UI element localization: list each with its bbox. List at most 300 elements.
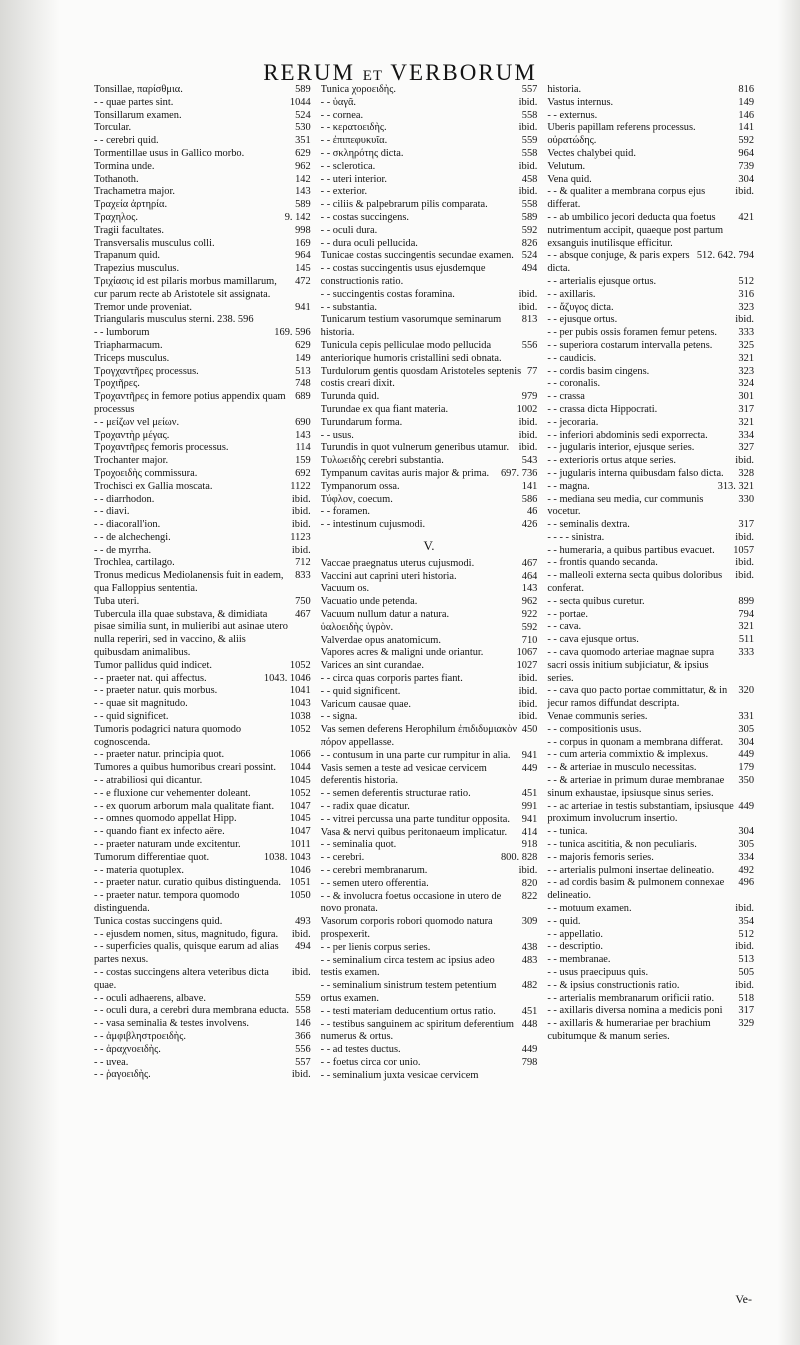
index-entry-term: - - oculi dura. xyxy=(320,224,378,236)
index-entry xyxy=(94,1057,311,1070)
index-entry xyxy=(94,174,311,187)
index-entry-term: - - magna. xyxy=(547,480,590,492)
index-entry-page: 556 xyxy=(521,339,538,351)
index-entry xyxy=(547,993,754,1006)
index-entry-page: 557 xyxy=(295,1056,311,1068)
index-entry-page: 589 xyxy=(295,84,311,95)
index-entry-page: 941 xyxy=(521,749,538,761)
index-entry-page: 414 xyxy=(521,826,538,838)
index-entry-term: - - appellatio. xyxy=(547,928,604,940)
index-entry xyxy=(547,826,754,839)
index-entry xyxy=(321,506,538,519)
index-entry-term: Turunda quid. xyxy=(320,391,380,403)
index-entry xyxy=(547,455,754,468)
index-entry-page: 1052 xyxy=(289,787,311,799)
index-entry xyxy=(94,481,311,494)
index-entry-page: 146 xyxy=(738,109,755,121)
index-entry xyxy=(547,749,754,762)
index-entry-page: 524 xyxy=(295,109,311,121)
index-entry xyxy=(94,813,311,826)
index-entry xyxy=(321,161,538,174)
index-entry-page: ibid. xyxy=(291,519,311,531)
index-entry xyxy=(94,596,311,609)
index-entry-term: Trapanum quid. xyxy=(94,250,161,262)
index-entry-term: Trachametra major. xyxy=(94,186,175,198)
index-entry xyxy=(321,135,538,148)
index-entry-term: ὑαλοειδὴς ὑγρὸν. xyxy=(320,621,394,633)
index-entry xyxy=(94,468,311,481)
index-entry-term: - - quid. xyxy=(547,915,581,927)
index-entry xyxy=(94,698,311,711)
index-entry-term: Tubercula illa quae substava, & dimidiata pisae similia sunt, in mulieribi aut asinae utero nulla reperiri, sed in vaccino, & aliis quibusdam animalibus. xyxy=(94,608,288,659)
index-entry-term: - - seminalis dextra. xyxy=(547,519,630,531)
index-entry xyxy=(321,839,538,852)
index-entry-page: 313. 321 xyxy=(717,480,755,492)
index-entry-page: 505 xyxy=(738,966,755,978)
index-entry-term: Tumoris podagrici natura quomodo cognoscenda. xyxy=(94,723,242,748)
index-entry-page: 142 xyxy=(295,173,311,185)
index-entry xyxy=(94,378,311,391)
index-entry xyxy=(94,762,311,775)
index-entry-term: Tothanoth. xyxy=(94,173,139,185)
index-entry-term: - - succingentis costas foramina. xyxy=(320,288,455,300)
index-entry xyxy=(547,852,754,865)
index-entry-term: Vapores acres & maligni unde oriantur. xyxy=(320,647,484,659)
index-entry-page: 449 xyxy=(738,800,755,812)
index-entry xyxy=(321,340,538,366)
index-entry-term: - - quae partes sint. xyxy=(94,96,174,108)
index-entry xyxy=(547,404,754,417)
index-entry-term: Tunicula cepis pelliculae modo pellucida anteriorique humoris cristallini sedi obnata. xyxy=(320,339,502,364)
index-entry-page: 1067 xyxy=(516,647,538,659)
index-entry xyxy=(94,685,311,698)
index-entry xyxy=(321,110,538,123)
index-entry xyxy=(321,583,538,596)
index-entry xyxy=(94,430,311,443)
index-entry-page: 169. 596 xyxy=(274,327,311,339)
index-entry xyxy=(547,97,754,110)
index-entry-page: 493 xyxy=(295,915,311,927)
index-entry-page: 324 xyxy=(738,378,755,390)
index-entry-term: - - ἐπιπεφυκυῖα. xyxy=(320,135,388,147)
index-entry xyxy=(94,161,311,174)
index-entry-term: - - cava ejusque ortus. xyxy=(547,634,639,646)
index-entry-page: 323 xyxy=(738,365,755,377)
index-entry xyxy=(94,839,311,852)
index-entry xyxy=(94,826,311,839)
index-entry-page: 941 xyxy=(521,813,538,825)
index-entry-term: - - frontis quando secanda. xyxy=(547,557,658,569)
index-entry-page: ibid. xyxy=(518,698,538,710)
index-entry-term: - - seminalium circa testem ac ipsius adeo testis examen. xyxy=(320,954,495,979)
index-entry-term: - - praeter natur. quis morbus. xyxy=(94,685,218,697)
index-entry-page: 559 xyxy=(521,135,538,147)
index-entry-page: 467 xyxy=(521,557,538,569)
index-entry-page: 941 xyxy=(295,301,311,313)
index-entry xyxy=(547,481,754,494)
index-entry-page: 558 xyxy=(295,1005,311,1017)
index-entry xyxy=(94,1031,311,1044)
index-entry-term: - - corpus in quonam a membrana differat. xyxy=(547,736,724,748)
index-entry-term: - - oculi adhaerens, albave. xyxy=(94,992,206,1004)
index-entry-page: 146 xyxy=(295,1018,311,1030)
index-entry-term: - - superficies qualis, quisque earum ad alias partes nexus. xyxy=(94,941,279,966)
index-entry xyxy=(547,621,754,634)
index-entry-page: 1044 xyxy=(289,762,311,774)
index-entry-page: 159 xyxy=(295,455,311,467)
index-entry-page: 464 xyxy=(521,570,538,582)
index-entry xyxy=(547,417,754,430)
index-entry xyxy=(94,1044,311,1057)
index-entry-term: - - cava quo pacto portae committatur, & in jecur ramos diffundat descripta. xyxy=(547,685,728,710)
index-entry-page: 333 xyxy=(738,647,755,659)
index-entry xyxy=(321,622,538,635)
index-entry-page: 141 xyxy=(521,480,538,492)
index-entry-term: - - compositionis usus. xyxy=(547,723,642,735)
index-entry-term: Τραχεία ἀρτηρία. xyxy=(94,199,168,211)
index-entry-term: - - ab umbilico jecori deducta qua foetus nutrimentum accipit, quaeque post partum exsanguis inutilisque efficitur. xyxy=(547,211,724,249)
index-entry-page: 592 xyxy=(521,621,538,633)
index-entry xyxy=(321,814,538,827)
index-entry xyxy=(547,186,754,212)
index-entry-page: 962 xyxy=(295,160,311,172)
index-entry-term: Vasorum corporis robori quomodo natura prospexerit. xyxy=(320,916,493,940)
index-entry xyxy=(321,724,538,750)
index-entry-page: 330 xyxy=(738,493,755,505)
index-entry-page: ibid. xyxy=(735,314,755,326)
index-entry xyxy=(547,570,754,596)
index-entry xyxy=(94,557,311,570)
index-entry-page: 350 xyxy=(738,775,755,787)
index-entry xyxy=(321,891,538,917)
index-entry-term: - - cerebri. xyxy=(320,852,365,864)
index-entry-page: ibid. xyxy=(518,416,538,428)
index-entry-page: 1066 xyxy=(289,749,311,761)
index-entry-term: - - ἀμφιβληστροειδὴς. xyxy=(94,1030,186,1042)
index-entry xyxy=(94,442,311,455)
index-entry-page: ibid. xyxy=(735,186,755,198)
index-entry xyxy=(547,314,754,327)
index-entry-term: Tormina unde. xyxy=(94,160,155,172)
index-entry-term: Turundae ex qua fiant materia. xyxy=(320,403,449,415)
index-entry-term: Trochisci ex Gallia moscata. xyxy=(94,480,213,492)
index-entry-term: - - seminalium sinistrum testem petentium ortus examen. xyxy=(320,980,497,1004)
index-entry-term: - - axillaris diversa nomina a medicis poni xyxy=(547,1005,723,1017)
index-entry-page: 558 xyxy=(521,199,538,211)
index-entry-term: - - arterialis pulmoni insertae delineatio. xyxy=(547,864,715,876)
index-entry-term: Venae communis series. xyxy=(547,711,648,723)
index-entry-page: 143 xyxy=(295,429,311,441)
index-entry-term: - - humeraria, a quibus partibus evacuet. xyxy=(547,544,715,556)
index-entry-term: Trapezius musculus. xyxy=(94,263,180,275)
index-entry-page: 316 xyxy=(738,288,755,300)
index-entry-term: Tumorum differentiae quot. xyxy=(94,851,210,863)
index-entry-term: Tragii facultates. xyxy=(94,224,165,236)
page-gutter-shadow xyxy=(0,0,60,1345)
index-entry-page: 1051 xyxy=(289,877,311,889)
index-entry-term: - - uteri interior. xyxy=(320,173,388,185)
index-entry xyxy=(547,877,754,903)
index-entry xyxy=(94,852,311,865)
index-entry-term: - - praeter nat. qui affectus. xyxy=(94,672,207,684)
index-entry-page: ibid. xyxy=(518,301,538,313)
index-entry xyxy=(321,148,538,161)
index-entry xyxy=(321,468,538,481)
index-entry-page: 317 xyxy=(738,403,755,415)
index-entry-term: Transversalis musculus colli. xyxy=(94,237,215,249)
index-entry-page: 114 xyxy=(295,442,311,454)
index-entry xyxy=(547,980,754,993)
index-entry xyxy=(321,865,538,878)
index-entry-term: - - seminalium juxta vesicae cervicem xyxy=(320,1069,479,1081)
index-entry-term: - - axillaris. xyxy=(547,288,596,300)
index-entry-page: ibid. xyxy=(518,865,538,877)
index-entry-term: - - externus. xyxy=(547,109,598,121)
index-entry-term: - - secta quibus curetur. xyxy=(547,595,645,607)
index-entry-page: 1038. 1043 xyxy=(263,851,311,863)
index-entry xyxy=(321,711,538,724)
index-entry-term: - - cava. xyxy=(547,621,582,633)
index-entry-page: 826 xyxy=(521,237,538,249)
index-entry-page: 543 xyxy=(521,455,538,467)
index-entry-term: - - & qualiter a membrana corpus ejus differat. xyxy=(547,186,706,211)
index-entry xyxy=(94,865,311,878)
index-entry-term: - - & ipsius constructionis ratio. xyxy=(547,979,680,991)
index-entry-term: - - usus praecipuus quis. xyxy=(547,966,649,978)
index-entry-page: 449 xyxy=(521,1044,538,1056)
index-entry-page: 323 xyxy=(738,301,755,313)
index-entry-term: - - radix quae dicatur. xyxy=(320,801,410,813)
index-entry xyxy=(547,775,754,801)
index-entry-page: 1052 xyxy=(289,723,311,735)
index-entry-page: 530 xyxy=(295,122,311,134)
index-entry-page: 334 xyxy=(738,429,755,441)
index-entry-page: 449 xyxy=(738,749,755,761)
index-column-1 xyxy=(94,84,311,1314)
index-entry xyxy=(547,353,754,366)
index-entry-term: - - testi materiam deducentium ortus ratio. xyxy=(320,1005,496,1017)
index-entry-term: Triceps musculus. xyxy=(94,352,170,364)
index-entry xyxy=(94,890,311,916)
index-entry-term: - - ex quorum arborum mala qualitate fiant. xyxy=(94,800,275,812)
index-entry-term: Trochanter major. xyxy=(94,455,169,467)
index-entry xyxy=(94,609,311,660)
catchword: Ve- xyxy=(735,1292,752,1306)
index-entry-term: - - & arteriae in primum durae membranae sinum exhaustae, ipsiusque sinus series. xyxy=(547,775,725,799)
index-entry xyxy=(321,1006,538,1019)
index-entry-term: - - circa quas corporis partes fiant. xyxy=(320,673,463,685)
index-entry-page: 366 xyxy=(295,1030,311,1042)
index-entry-page: 559 xyxy=(295,992,311,1004)
index-entry-term: Τροχαντῆρες femoris processus. xyxy=(94,442,229,454)
index-entry xyxy=(94,186,311,199)
index-entry-term: Triapharmacum. xyxy=(94,339,163,351)
index-entry-page: 317 xyxy=(738,519,755,531)
index-entry-term: - - intestinum cujusmodi. xyxy=(320,519,426,531)
index-entry-page: 1046 xyxy=(289,864,311,876)
page-edge-shadow xyxy=(778,0,800,1345)
index-entry xyxy=(321,212,538,225)
index-entry xyxy=(321,238,538,251)
index-entry-page: 143 xyxy=(521,583,538,595)
index-entry-term: Tumor pallidus quid indicet. xyxy=(94,659,212,671)
index-entry xyxy=(321,686,538,699)
index-entry xyxy=(321,442,538,455)
index-entry-term: Tympanorum ossa. xyxy=(320,480,400,492)
index-entry-page: 1123 xyxy=(290,531,311,543)
index-entry xyxy=(321,801,538,814)
index-entry-page: 820 xyxy=(521,877,538,889)
index-entry-term: - - exterior. xyxy=(320,186,368,198)
index-entry xyxy=(547,276,754,289)
index-entry xyxy=(321,558,538,571)
index-entry-term: - - atrabiliosi qui dicantur. xyxy=(94,775,203,787)
index-entry xyxy=(547,110,754,123)
index-entry-term: Torcular. xyxy=(94,122,132,134)
index-entry xyxy=(547,596,754,609)
index-entry-page: 496 xyxy=(738,877,755,889)
index-entry xyxy=(547,801,754,827)
index-entry-page: 524 xyxy=(521,250,538,262)
index-entry xyxy=(321,980,538,1006)
index-entry-page: 351 xyxy=(295,135,311,147)
index-entry-term: - - axillaris & humerariae per brachium cubitumque & manum series. xyxy=(547,1018,711,1042)
index-entry xyxy=(321,1019,538,1045)
index-entry-term: - - omnes quomodo appellat Hipp. xyxy=(94,813,237,825)
index-entry-term: Tympanum cavitas auris major & prima. xyxy=(320,467,490,479)
index-entry xyxy=(321,827,538,840)
index-entry-page: 329 xyxy=(738,1018,755,1030)
index-entry-page: 739 xyxy=(738,160,755,172)
index-entry xyxy=(94,570,311,596)
index-entry-page: 304 xyxy=(738,826,755,838)
index-entry xyxy=(94,494,311,507)
index-entry xyxy=(94,110,311,123)
index-entry xyxy=(547,916,754,929)
index-entry-term: Velutum. xyxy=(547,160,586,172)
index-entry-term: - - ἀραχνοειδὴς. xyxy=(94,1043,161,1055)
index-entry-term: - - quid significent. xyxy=(320,685,401,697)
index-entry xyxy=(94,916,311,929)
index-entry-term: Vastus internus. xyxy=(547,96,614,108)
index-entry xyxy=(547,84,754,97)
index-entry-page: ibid. xyxy=(518,96,538,108)
index-entry xyxy=(547,647,754,685)
index-entry-page: ibid. xyxy=(518,685,538,697)
index-entry-page: 145 xyxy=(295,263,311,275)
index-entry-page: 556 xyxy=(295,1043,311,1055)
index-entry-term: - - κερατοειδὴς. xyxy=(320,122,387,134)
index-entry xyxy=(94,519,311,532)
index-entry-term: - - ad cordis basim & pulmonem connexae delineatio. xyxy=(547,877,725,902)
index-entry-page: ibid. xyxy=(291,544,311,556)
index-entry xyxy=(547,430,754,443)
index-entry-page: 586 xyxy=(521,493,538,505)
index-entry xyxy=(94,250,311,263)
index-entry xyxy=(547,545,754,558)
index-entry-page: 1043. 1046 xyxy=(263,672,311,684)
index-entry-term: - - oculi dura, a cerebri dura membrana educta. xyxy=(94,1005,290,1017)
index-entry xyxy=(94,967,311,993)
index-entry-term: historia. xyxy=(547,84,582,95)
index-entry-page: 449 xyxy=(521,762,538,774)
index-entry-page: 467 xyxy=(295,608,311,620)
index-entry-page: 450 xyxy=(521,724,538,736)
index-entry-page: 692 xyxy=(295,467,311,479)
index-entry-page: 813 xyxy=(521,314,538,326)
index-entry xyxy=(94,314,311,327)
index-entry-page: 334 xyxy=(738,851,755,863)
index-entry xyxy=(547,212,754,250)
index-entry xyxy=(321,186,538,199)
index-entry xyxy=(547,366,754,379)
index-entry xyxy=(321,417,538,430)
index-entry xyxy=(94,545,311,558)
index-entry xyxy=(94,801,311,814)
index-entry-term: - - caudicis. xyxy=(547,352,597,364)
index-entry-term: - - quae sit magnitudo. xyxy=(94,698,188,710)
index-entry-term: - - dura oculi pellucida. xyxy=(320,237,418,249)
index-entry-term: - - cerebri membranarum. xyxy=(320,865,428,877)
index-entry xyxy=(321,609,538,622)
index-entry xyxy=(321,750,538,763)
index-entry-page: 328 xyxy=(738,467,755,479)
index-entry xyxy=(547,941,754,954)
index-entry xyxy=(321,84,538,97)
index-entry-page: 309 xyxy=(521,916,538,928)
index-entry xyxy=(321,916,538,942)
index-entry-term: Uberis papillam referens processus. xyxy=(547,122,696,134)
index-entry-term: Vasa & nervi quibus peritonaeum implicatur. xyxy=(320,826,508,838)
index-entry-page: 149 xyxy=(738,96,755,108)
index-entry-term: - - cum arteria commixtio & implexus. xyxy=(547,749,709,761)
index-entry-term: Tumores a quibus humoribus creari possint. xyxy=(94,762,277,774)
index-entry-term: Τρογχαντῆρες processus. xyxy=(94,365,199,377)
index-entry-term: Triangularis musculus sterni. 238. 596 xyxy=(94,314,254,326)
index-entry-page: 592 xyxy=(521,224,538,236)
index-entry-page: 325 xyxy=(738,339,755,351)
index-entry-term: Vena quid. xyxy=(547,173,592,185)
index-entry-term: - - crassa dicta Hippocrati. xyxy=(547,403,658,415)
index-entry-page: 143 xyxy=(295,186,311,198)
index-entry-term: - - tunica ascititia, & non peculiaris. xyxy=(547,839,697,851)
index-entry xyxy=(547,148,754,161)
index-entry xyxy=(321,366,538,392)
index-entry-term: - - praeter natur. tempora quomodo distinguenda. xyxy=(94,890,240,914)
index-entry-term: - - descriptio. xyxy=(547,941,604,953)
index-entry-term: - - & involucra foetus occasione in utero de novo pronata. xyxy=(320,890,502,915)
index-entry-term: - - testibus sanguinem ac spiritum deferentium numerus & ortus. xyxy=(320,1018,515,1043)
index-entry xyxy=(321,519,538,532)
index-entry xyxy=(321,660,538,673)
index-entry-page: ibid. xyxy=(518,442,538,454)
index-entry-page: ibid. xyxy=(518,186,538,198)
index-entry-term: - - materia quotuplex. xyxy=(94,864,185,876)
index-entry-page: 991 xyxy=(521,801,538,813)
index-entry xyxy=(547,161,754,174)
index-entry-page: 421 xyxy=(738,211,755,223)
index-entry-page: ibid. xyxy=(291,1069,311,1081)
index-entry xyxy=(321,455,538,468)
index-entry xyxy=(94,212,311,225)
index-columns xyxy=(94,84,754,1314)
index-entry-term: Tuba uteri. xyxy=(94,595,140,607)
index-entry-page: 426 xyxy=(521,519,538,531)
index-entry xyxy=(321,250,538,263)
index-entry-page: 46 xyxy=(526,506,538,518)
index-entry-page: 794 xyxy=(738,608,755,620)
index-entry-page: 1027 xyxy=(516,660,538,672)
